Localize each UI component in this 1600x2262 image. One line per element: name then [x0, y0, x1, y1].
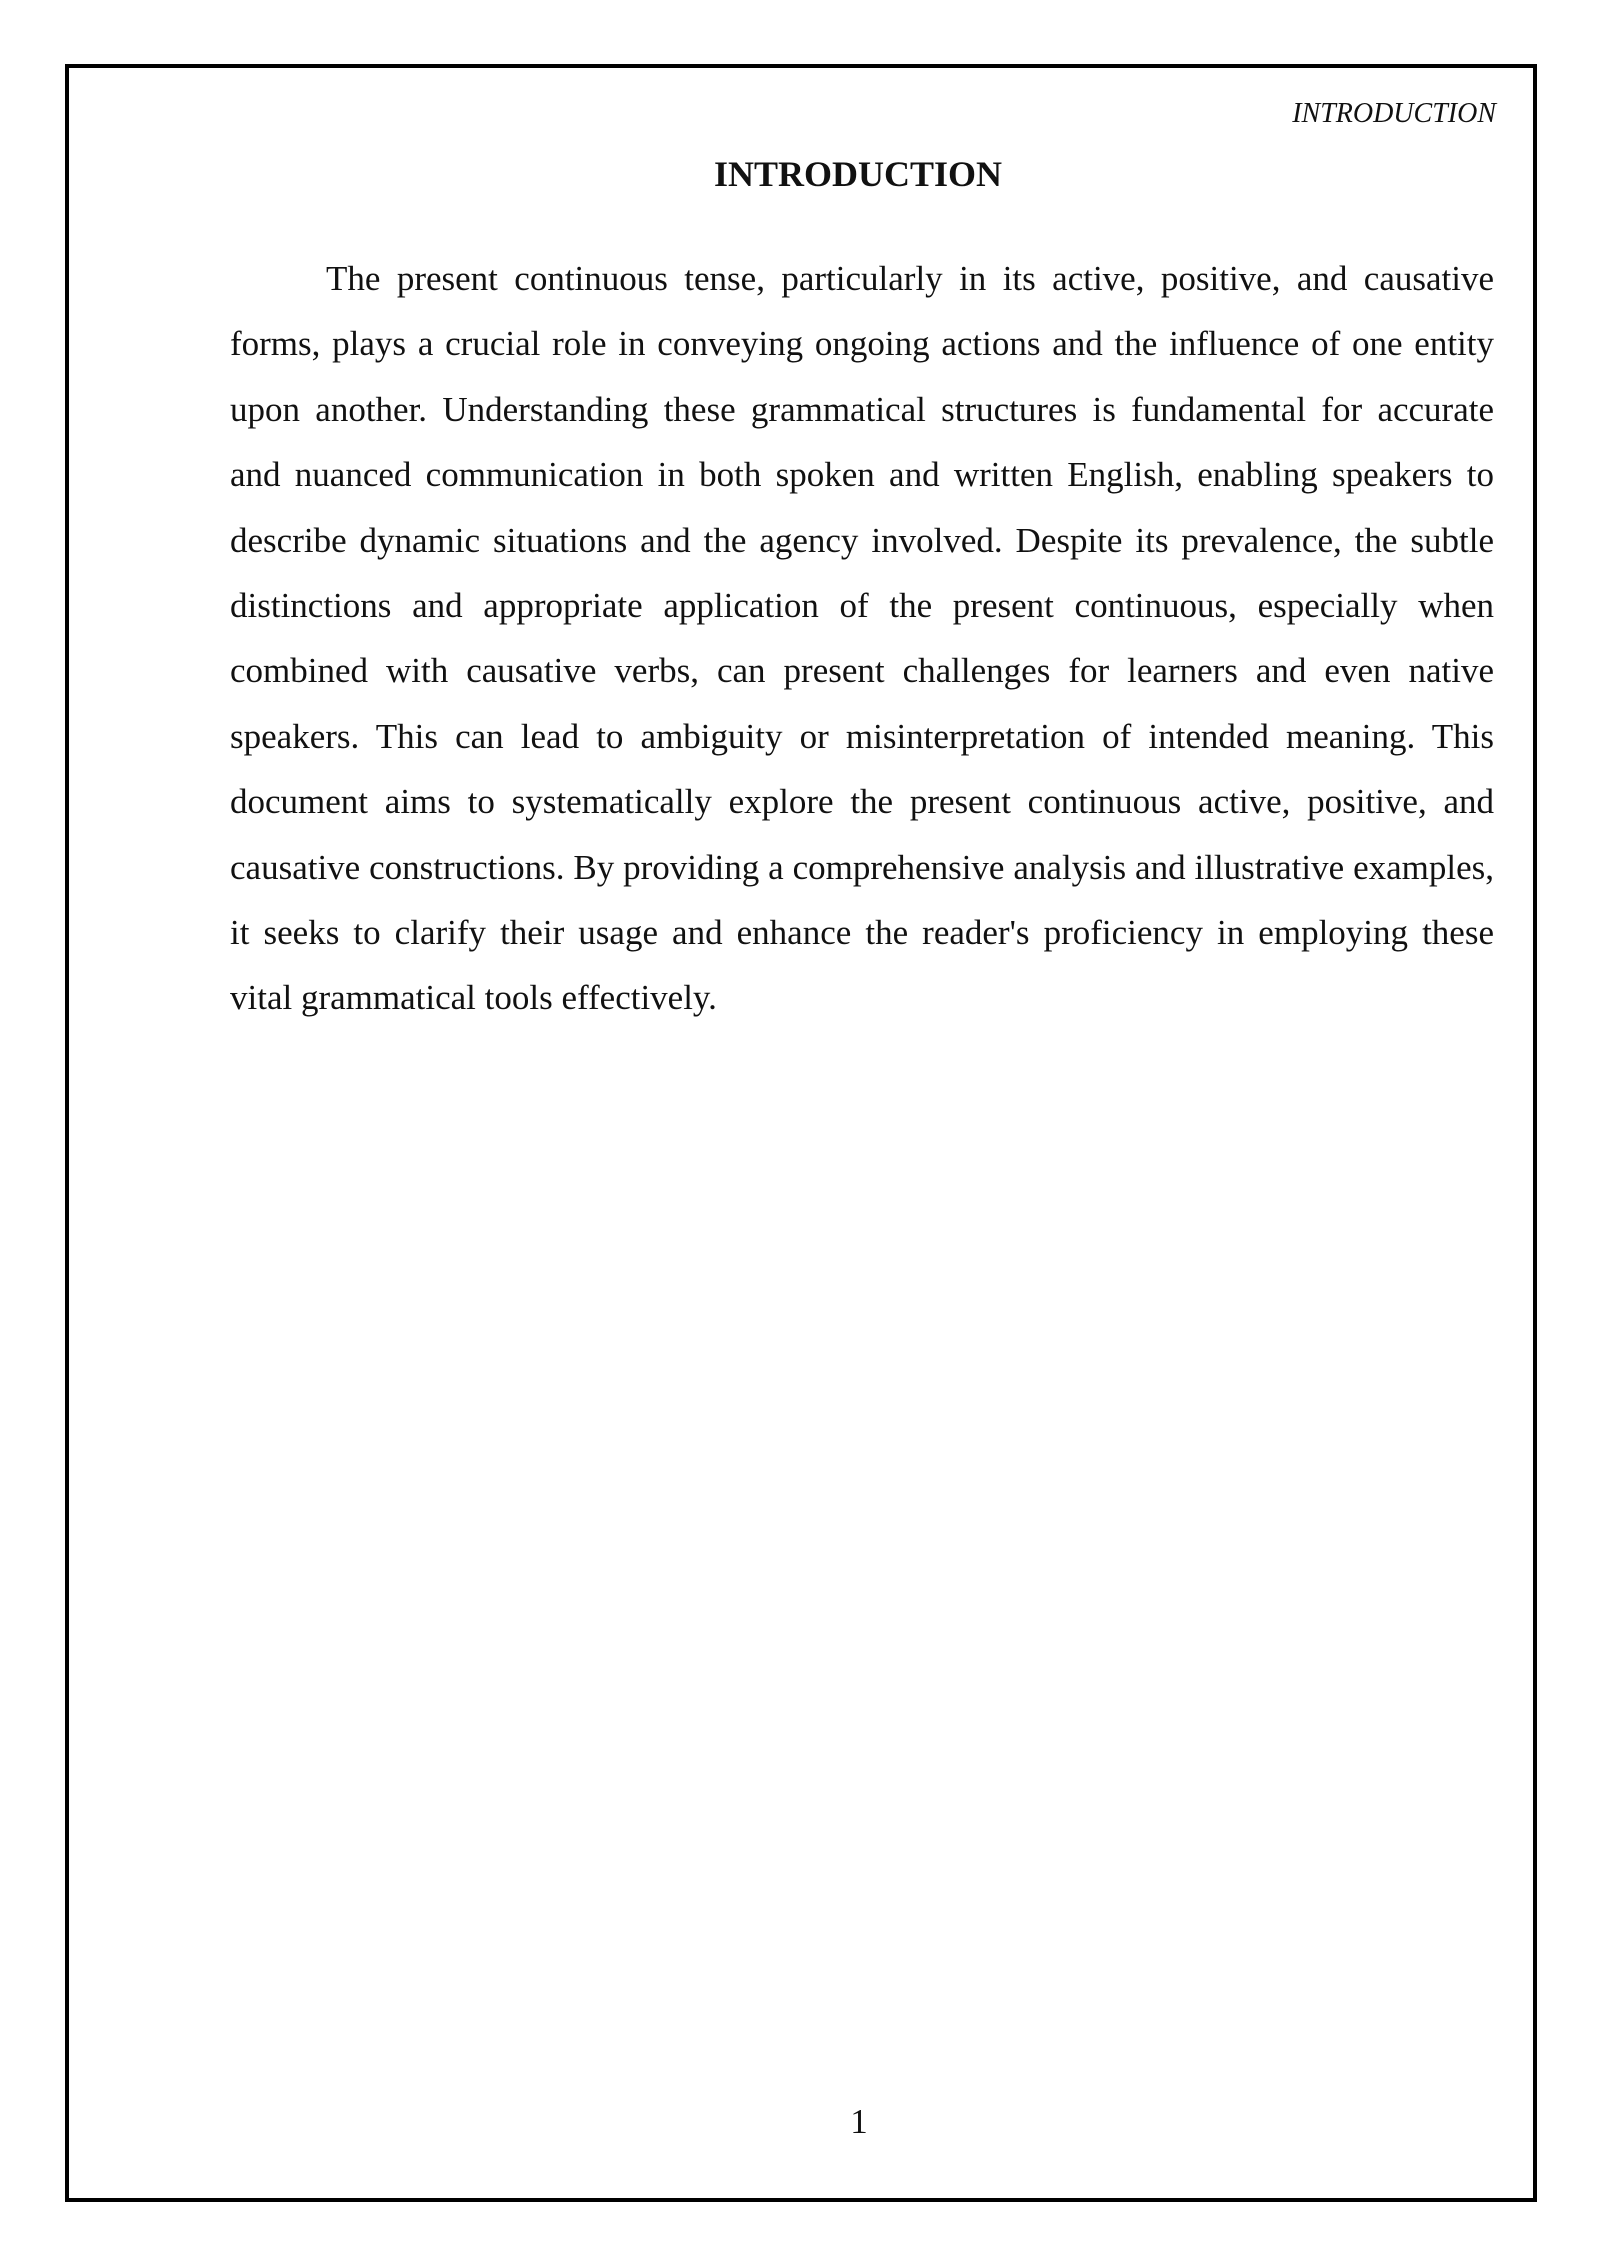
body-paragraph: The present continuous tense, particularly in its active, positive, and causative forms, plays a crucial role in conveying ongoing actions and the influence of one entity upon another. Understanding these grammatical structures is fundamental for accurate and nuanced communication in both spoken and written English, enabling speakers to describe dynamic situations and the agency involved. Despite its prevalence, the subtle distinctions and appropriate application of the present continuous, especially when combined with causative verbs, can present challenges for learners and even native speakers. This can lead to ambiguity or misinterpretation of intended meaning. This document aims to systematically explore the present continuous active, positive, and causative constructions. By providing a comprehensive analysis and illustrative examples, it seeks to clarify their usage and enhance the reader's proficiency in employing these vital grammatical tools effectively. [230, 259, 1494, 1018]
page-number: 1 [850, 2102, 868, 2141]
page-title: INTRODUCTION [713, 154, 1003, 194]
running-header: INTRODUCTION [1292, 98, 1496, 129]
